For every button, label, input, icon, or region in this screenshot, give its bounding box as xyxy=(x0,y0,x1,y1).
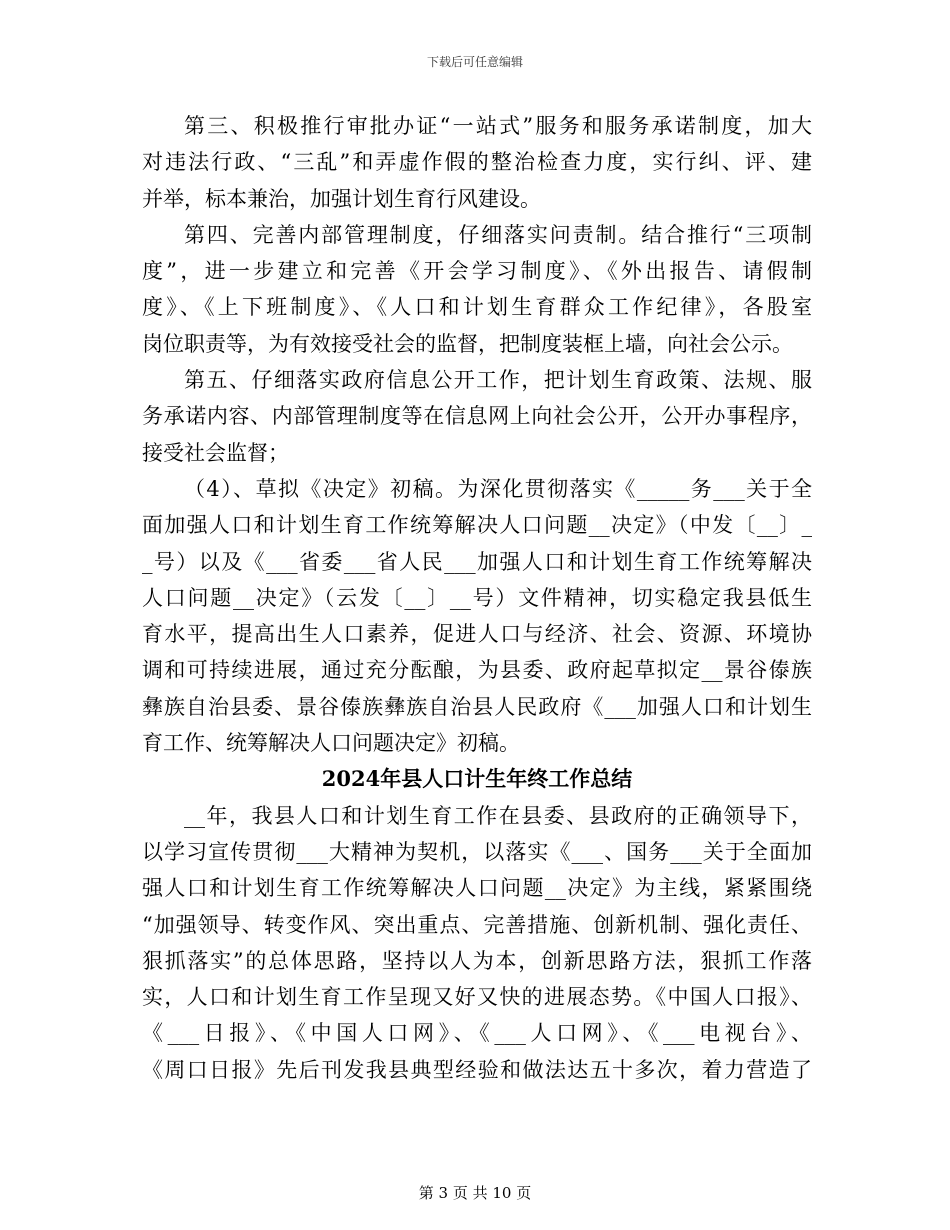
paragraph-draft-decision xyxy=(142,471,812,761)
text-line: _号）以及《___省委___省人民___加强人口和计划生育工作统筹解决 xyxy=(142,549,812,574)
text-line: 对违法行政、“三乱”和弄虚作假的整治检查力度，实行纠、评、建 xyxy=(142,150,812,175)
text-line: 岗位职责等，为有效接受社会的监督，把制度装框上墙，向社会公示。 xyxy=(142,331,793,356)
text-line: 第四、完善内部管理制度，仔细落实问责制。结合推行“三项制 xyxy=(184,222,812,247)
text-line: 彝族自治县委、景谷傣族彝族自治县人民政府《___加强人口和计划生 xyxy=(142,694,812,719)
text-line: 并举，标本兼治，加强计划生育行风建设。 xyxy=(142,186,541,211)
text-line: 度》、《上下班制度》、《人口和计划生育群众工作纪律》，各股室 xyxy=(142,295,812,320)
paragraph-third xyxy=(142,108,812,217)
text-line: 面加强人口和计划生育工作统筹解决人口问题__决定》（中发〔__〕_ xyxy=(142,513,812,538)
page-header: 下载后可任意编辑 xyxy=(426,55,523,69)
text-line: 度”，进一步建立和完善《开会学习制度》、《外出报告、请假制 xyxy=(142,259,812,284)
text-line: （4）、草拟《决定》初稿。为深化贯彻落实《_____务___关于全 xyxy=(184,476,812,501)
text-line: 《周口日报》先后刊发我县典型经验和做法达五十多次，着力营造了 xyxy=(142,1057,812,1082)
paragraph-fifth xyxy=(142,362,812,471)
document-body xyxy=(142,108,812,1088)
text-line: 育水平，提高出生人口素养，促进人口与经济、社会、资源、环境协 xyxy=(142,622,812,647)
text-line: 第三、积极推行审批办证“一站式”服务和服务承诺制度，加大 xyxy=(184,114,812,138)
text-line: 人口问题__决定》（云发〔__〕__号）文件精神，切实稳定我县低生 xyxy=(142,585,812,610)
paragraph-fourth xyxy=(142,217,812,362)
text-line: 接受社会监督； xyxy=(142,440,289,465)
text-line: 强人口和计划生育工作统筹解决人口问题__决定》为主线，紧紧围绕 xyxy=(142,876,812,901)
text-line: 调和可持续进展，通过充分酝酿，为县委、政府起草拟定__景谷傣族 xyxy=(142,658,812,683)
section-title: 2024年县人口计生年终工作总结 xyxy=(321,766,633,792)
text-line: 实，人口和计划生育工作呈现又好又快的进展态势。《中国人口报》、 xyxy=(142,985,812,1010)
paragraph-summary xyxy=(142,798,812,1088)
text-line: 以学习宣传贯彻___大精神为契机，以落实《___、国务___关于全面加 xyxy=(142,839,812,864)
text-line: 育工作、统筹解决人口问题决定》初稿。 xyxy=(142,731,520,756)
text-line: 务承诺内容、内部管理制度等在信息网上向社会公开，公开办事程序， xyxy=(142,404,812,429)
text-line: 《___日报》、《中国人口网》、《___人口网》、《___电视台》、 xyxy=(142,1021,812,1046)
text-line: 第五、仔细落实政府信息公开工作，把计划生育政策、法规、服 xyxy=(184,368,812,393)
text-line: __年，我县人口和计划生育工作在县委、县政府的正确领导下， xyxy=(184,803,812,828)
text-line: 狠抓落实”的总体思路，坚持以人为本，创新思路方法，狠抓工作落 xyxy=(142,948,812,973)
text-line: “加强领导、转变作风、突出重点、完善措施、创新机制、强化责任、 xyxy=(142,912,812,937)
page-number: 第 3 页 共 10 页 xyxy=(418,1184,532,1202)
